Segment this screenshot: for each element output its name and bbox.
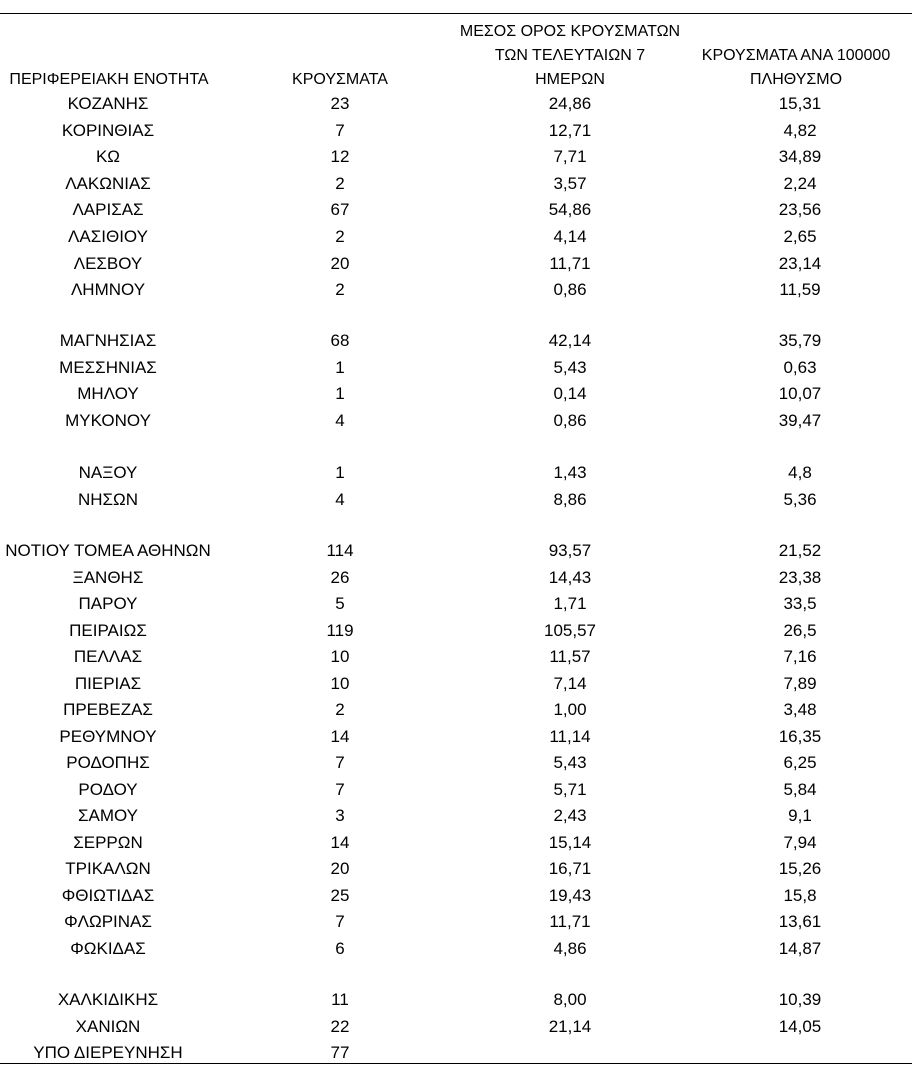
region-cell: ΦΘΙΩΤΙΔΑΣ <box>61 886 155 905</box>
avg-cell: 19,43 <box>548 886 592 905</box>
table-row <box>0 121 912 141</box>
region-cell: ΚΩ <box>95 147 121 166</box>
cases-cell: 119 <box>326 621 354 640</box>
header-per100k-line1: ΚΡΟΥΣΜΑΤΑ ΑΝΑ 100000 <box>701 47 891 64</box>
region-cell: ΠΕΛΛΑΣ <box>73 647 143 666</box>
per100k-cell: 26,5 <box>783 621 817 640</box>
per100k-cell: 5,84 <box>783 780 817 799</box>
table-row <box>0 912 912 932</box>
cases-cell: 20 <box>330 859 350 878</box>
cases-cell: 5 <box>335 594 345 613</box>
cases-cell: 1 <box>335 358 345 377</box>
avg-cell: 7,14 <box>553 674 587 693</box>
avg-cell: 16,71 <box>548 859 592 878</box>
region-cell: ΜΑΓΝΗΣΙΑΣ <box>59 331 157 350</box>
cases-cell: 22 <box>330 1017 350 1036</box>
avg-cell: 1,00 <box>553 700 587 719</box>
region-cell: ΜΕΣΣΗΝΙΑΣ <box>59 358 157 377</box>
per100k-cell: 6,25 <box>783 753 817 772</box>
avg-cell: 5,43 <box>553 753 587 772</box>
table-row <box>0 647 912 667</box>
avg-cell: 4,14 <box>553 227 587 246</box>
per100k-cell: 21,52 <box>778 541 822 560</box>
table-row <box>0 939 912 959</box>
header-region: ΠΕΡΙΦΕΡΕΙΑΚΗ ΕΝΟΤΗΤΑ <box>9 71 209 88</box>
region-cell: ΚΟΖΑΝΗΣ <box>67 94 149 113</box>
region-cell: ΠΑΡΟΥ <box>78 594 138 613</box>
avg-cell: 1,71 <box>553 594 587 613</box>
header-avg-line2: ΤΩΝ ΤΕΛΕΥΤΑΙΩΝ 7 <box>494 47 646 64</box>
region-cell: ΣΑΜΟΥ <box>77 806 139 825</box>
table-row <box>0 541 912 561</box>
region-cell: ΦΩΚΙΔΑΣ <box>70 939 146 958</box>
cases-cell: 25 <box>330 886 350 905</box>
avg-cell: 0,86 <box>553 280 587 299</box>
cases-cell: 7 <box>335 780 345 799</box>
region-cell: ΛΑΚΩΝΙΑΣ <box>65 174 151 193</box>
table-row <box>0 859 912 879</box>
region-cell: ΝΟΤΙΟΥ ΤΟΜΕΑ ΑΘΗΝΩΝ <box>5 541 211 560</box>
per100k-cell: 14,05 <box>778 1017 822 1036</box>
table-row <box>0 384 912 404</box>
per100k-cell: 10,39 <box>778 990 822 1009</box>
cases-cell: 23 <box>330 94 350 113</box>
cases-cell: 68 <box>330 331 350 350</box>
region-cell: ΡΟΔΟΥ <box>78 780 138 799</box>
per100k-cell: 35,79 <box>778 331 822 350</box>
table-row <box>0 594 912 614</box>
cases-cell: 7 <box>335 912 345 931</box>
per100k-cell: 15,26 <box>778 859 822 878</box>
region-cell: ΡΕΘΥΜΝΟΥ <box>59 727 157 746</box>
per100k-cell: 14,87 <box>778 939 822 958</box>
cases-cell: 2 <box>335 227 345 246</box>
avg-cell: 54,86 <box>548 200 592 219</box>
table-row <box>0 886 912 906</box>
region-cell: ΛΕΣΒΟΥ <box>73 254 143 273</box>
top-rule <box>0 13 912 14</box>
region-cell: ΝΑΞΟΥ <box>78 463 138 482</box>
table-row <box>0 833 912 853</box>
table-row <box>0 806 912 826</box>
avg-cell: 24,86 <box>548 94 592 113</box>
avg-cell: 21,14 <box>548 1017 592 1036</box>
per100k-cell: 2,65 <box>783 227 817 246</box>
cases-cell: 20 <box>330 254 350 273</box>
region-cell: ΥΠΟ ΔΙΕΡΕΥΝΗΣΗ <box>33 1043 183 1062</box>
region-cell: ΠΡΕΒΕΖΑΣ <box>63 700 153 719</box>
header-avg-line1: ΜΕΣΟΣ ΟΡΟΣ ΚΡΟΥΣΜΑΤΩΝ <box>459 23 681 40</box>
per100k-cell: 4,8 <box>788 463 812 482</box>
region-cell: ΧΑΝΙΩΝ <box>75 1017 141 1036</box>
avg-cell: 11,71 <box>549 912 591 931</box>
region-cell: ΛΗΜΝΟΥ <box>70 280 146 299</box>
cases-cell: 14 <box>330 727 350 746</box>
header-avg-line3: ΗΜΕΡΩΝ <box>535 71 605 88</box>
table-row <box>0 411 912 431</box>
table-row <box>0 463 912 483</box>
table-row <box>0 94 912 114</box>
avg-cell: 3,57 <box>553 174 587 193</box>
cases-cell: 2 <box>335 174 345 193</box>
cases-cell: 4 <box>335 411 345 430</box>
table-row <box>0 200 912 220</box>
cases-cell: 1 <box>335 384 345 403</box>
region-cell: ΧΑΛΚΙΔΙΚΗΣ <box>57 990 159 1009</box>
table-row <box>0 621 912 641</box>
cases-cell: 67 <box>330 200 350 219</box>
cases-cell: 7 <box>335 121 345 140</box>
avg-cell: 105,57 <box>544 621 596 640</box>
table-row <box>0 753 912 773</box>
avg-cell: 11,57 <box>549 647 591 666</box>
per100k-cell: 39,47 <box>778 411 822 430</box>
table-row <box>0 358 912 378</box>
bottom-rule <box>0 1063 912 1064</box>
cases-cell: 7 <box>335 753 345 772</box>
region-cell: ΦΛΩΡΙΝΑΣ <box>64 912 152 931</box>
cases-cell: 2 <box>335 280 345 299</box>
per100k-cell: 11,59 <box>779 280 821 299</box>
cases-cell: 1 <box>335 463 345 482</box>
per100k-cell: 5,36 <box>783 490 817 509</box>
table-row <box>0 490 912 510</box>
region-cell: ΞΑΝΘΗΣ <box>72 568 144 587</box>
per100k-cell: 16,35 <box>778 727 822 746</box>
per100k-cell: 34,89 <box>778 147 822 166</box>
per100k-cell: 15,8 <box>783 886 817 905</box>
region-cell: ΛΑΡΙΣΑΣ <box>72 200 144 219</box>
table-row <box>0 174 912 194</box>
avg-cell: 5,71 <box>553 780 587 799</box>
avg-cell: 8,00 <box>553 990 587 1009</box>
per100k-cell: 2,24 <box>783 174 817 193</box>
per100k-cell: 9,1 <box>788 806 812 825</box>
region-cell: ΠΙΕΡΙΑΣ <box>74 674 142 693</box>
cases-cell: 14 <box>330 833 350 852</box>
avg-cell: 1,43 <box>553 463 587 482</box>
cases-cell: 6 <box>335 939 345 958</box>
per100k-cell: 23,14 <box>778 254 822 273</box>
avg-cell: 42,14 <box>548 331 592 350</box>
per100k-cell: 10,07 <box>778 384 822 403</box>
region-cell: ΛΑΣΙΘΙΟΥ <box>68 227 148 246</box>
cases-cell: 114 <box>326 541 354 560</box>
per100k-cell: 7,94 <box>783 833 817 852</box>
table-row <box>0 1017 912 1037</box>
per100k-cell: 13,61 <box>778 912 822 931</box>
region-cell: ΣΕΡΡΩΝ <box>73 833 143 852</box>
table-row <box>0 674 912 694</box>
table-row <box>0 780 912 800</box>
cases-cell: 4 <box>335 490 345 509</box>
region-cell: ΜΥΚΟΝΟΥ <box>65 411 151 430</box>
avg-cell: 8,86 <box>553 490 587 509</box>
region-cell: ΚΟΡΙΝΘΙΑΣ <box>61 121 155 140</box>
avg-cell: 4,86 <box>553 939 587 958</box>
table-row <box>0 568 912 588</box>
table-row <box>0 1043 912 1063</box>
table-row <box>0 331 912 351</box>
avg-cell: 0,14 <box>553 384 587 403</box>
avg-cell: 5,43 <box>553 358 587 377</box>
region-cell: ΜΗΛΟΥ <box>77 384 139 403</box>
avg-cell: 12,71 <box>548 121 592 140</box>
per100k-cell: 33,5 <box>783 594 817 613</box>
table-row <box>0 254 912 274</box>
cases-cell: 26 <box>330 568 350 587</box>
avg-cell: 15,14 <box>548 833 592 852</box>
table-row <box>0 727 912 747</box>
table-row <box>0 280 912 300</box>
per100k-cell: 0,63 <box>783 358 817 377</box>
cases-cell: 77 <box>330 1043 350 1062</box>
avg-cell: 7,71 <box>553 147 587 166</box>
per100k-cell: 23,38 <box>778 568 822 587</box>
avg-cell: 11,71 <box>549 254 591 273</box>
table-row <box>0 700 912 720</box>
per100k-cell: 7,89 <box>783 674 817 693</box>
per100k-cell: 3,48 <box>783 700 817 719</box>
header-per100k-line2: ΠΛΗΘΥΣΜΟ <box>749 71 843 88</box>
avg-cell: 93,57 <box>548 541 592 560</box>
region-cell: ΝΗΣΩΝ <box>77 490 139 509</box>
avg-cell: 14,43 <box>548 568 592 587</box>
cases-cell: 3 <box>335 806 345 825</box>
cases-cell: 10 <box>330 674 350 693</box>
region-cell: ΡΟΔΟΠΗΣ <box>66 753 150 772</box>
per100k-cell: 23,56 <box>778 200 822 219</box>
table-row <box>0 990 912 1010</box>
header-cases: ΚΡΟΥΣΜΑΤΑ <box>292 71 388 88</box>
per100k-cell: 15,31 <box>778 94 822 113</box>
per100k-cell: 7,16 <box>783 647 817 666</box>
cases-cell: 10 <box>330 647 350 666</box>
per100k-cell: 4,82 <box>783 121 817 140</box>
table-row <box>0 147 912 167</box>
avg-cell: 2,43 <box>553 806 587 825</box>
avg-cell: 0,86 <box>553 411 587 430</box>
cases-cell: 11 <box>331 990 349 1009</box>
region-cell: ΤΡΙΚΑΛΩΝ <box>65 859 151 878</box>
cases-cell: 2 <box>335 700 345 719</box>
table-row <box>0 227 912 247</box>
cases-cell: 12 <box>330 147 350 166</box>
region-cell: ΠΕΙΡΑΙΩΣ <box>69 621 147 640</box>
avg-cell: 11,14 <box>549 727 591 746</box>
